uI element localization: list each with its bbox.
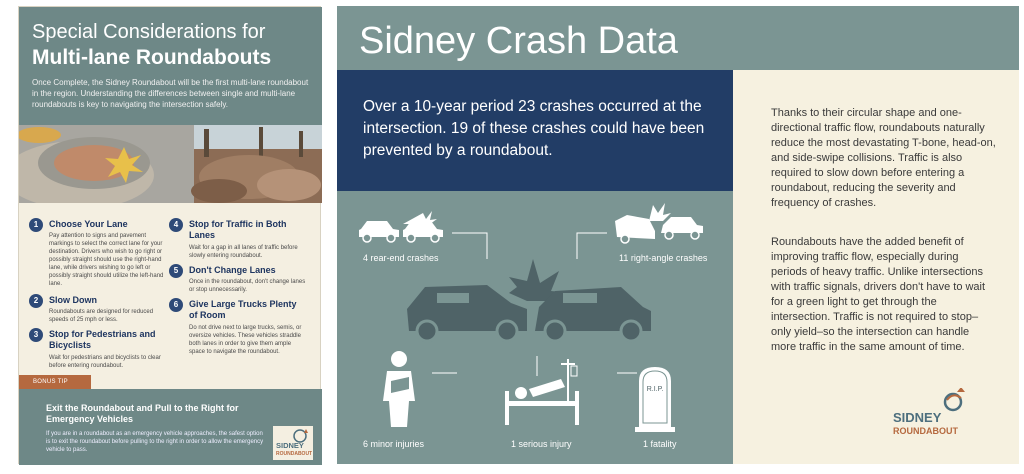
tip-title: Slow Down: [49, 295, 97, 305]
sidney-roundabout-logo: [891, 388, 981, 438]
explanation-paragraph-1: Thanks to their circular shape and one-directional traffic flow, roundabouts naturally reduce the most devastating T-bone, head-on, and side-swipe collisions. Traffic is also required to slow down before entering a roundabout, reducing the severity and frequency of crashes.: [771, 107, 996, 209]
logo-word-roundabout: ROUNDABOUT: [276, 451, 313, 457]
tip-desc: Once in the roundabout, don't change lanes or stop unnecessarily.: [189, 279, 306, 293]
tip-large-trucks: [169, 298, 301, 368]
injured-person-icon: [383, 351, 415, 427]
tip-desc: Wait for a gap in all lanes of traffic before slowly entering roundabout.: [189, 245, 298, 259]
logo-word-sidney: SIDNEY: [893, 410, 942, 425]
roundabout-tips-panel: [18, 6, 321, 464]
tombstone-icon: [635, 367, 675, 432]
tip-dont-change-lanes: [169, 264, 306, 294]
crash-illustration: [337, 191, 733, 464]
tips-title: [32, 20, 312, 70]
bonus-tip-desc: If you are in a roundabout as an emergency vehicle approaches, the safest option is to exit the roundabout before pulling to the right in order to allow the emergency vehicle to pass.: [46, 431, 264, 453]
fatality-caption: 1 fatality: [643, 439, 677, 449]
tip-choose-lane: [29, 218, 164, 288]
crash-data-panel: [337, 6, 1019, 464]
tip-desc: Do not drive next to large trucks, semis, or oversize vehicles. These vehicles straddle both lanes in order to give them ample space to navigate the roundabout.: [189, 325, 302, 355]
bonus-tip-label: BONUS TIP: [19, 375, 91, 389]
logo-word-roundabout: ROUNDABOUT: [893, 426, 958, 436]
tip-title: Give Large Trucks Plenty of Room: [189, 299, 297, 320]
tip-title: Stop for Pedestrians and Bicyclists: [49, 329, 156, 350]
bonus-tip-box: [19, 389, 322, 465]
tip-number: 3: [29, 328, 43, 342]
tip-number: 4: [169, 218, 183, 232]
head-on-collision-icon: [407, 259, 651, 341]
rear-end-cars-icon: [359, 211, 443, 242]
tip-title: Stop for Traffic in Both Lanes: [189, 219, 287, 240]
tip-slow-down: [29, 294, 161, 328]
tips-title-line1: Special Considerations for: [32, 21, 266, 43]
tips-title-line2: Multi-lane Roundabouts: [32, 46, 272, 69]
roundabout-photo: [19, 125, 322, 203]
tip-desc: Roundabouts are designed for reduced speeds of 25 mph or less.: [49, 309, 154, 323]
tip-desc: Pay attention to signs and pavement markings to select the correct lane for your destination. Drivers who wish to go right or possibly straight should use the right-hand lane, while drivers wishing to go left or possibly straight should utilize the left-hand lane.: [49, 233, 164, 287]
rear-end-caption: 4 rear-end crashes: [363, 253, 439, 263]
logo-word-sidney: SIDNEY: [276, 441, 304, 450]
tip-number: 1: [29, 218, 43, 232]
sidney-roundabout-logo-small: [273, 426, 313, 460]
tip-number: 6: [169, 298, 183, 312]
rip-text: R.I.P.: [646, 386, 664, 393]
tip-number: 2: [29, 294, 43, 308]
crash-infographic: [337, 191, 733, 464]
hospital-bed-icon: [505, 359, 579, 425]
tip-pedestrians: [29, 328, 161, 376]
explanation-paragraph-2: Roundabouts have the added benefit of improving traffic flow, especially during periods of heavy traffic. Unlike intersections with traffic signals, drivers don't have to wait for a green light to get through the intersection. Traffic is not required to stop–only yield–so the intersection can handle more traffic in the same amount of time.: [771, 236, 986, 353]
crash-explanation: [733, 70, 1019, 464]
crash-headline-box: [337, 70, 733, 191]
tip-desc: Wait for pedestrians and bicyclists to clear before entering roundabout.: [49, 355, 161, 369]
right-angle-caption: 11 right-angle crashes: [619, 253, 708, 263]
tips-intro: Once Complete, the Sidney Roundabout will be the first multi-lane roundabout in the region. Understanding the differences between single and multi-lane roundabouts is key to navigating the intersection safely.: [32, 78, 309, 109]
tips-header: [19, 7, 322, 125]
tip-stop-traffic: [169, 218, 301, 266]
tip-number: 5: [169, 264, 183, 278]
tip-title: Choose Your Lane: [49, 219, 128, 229]
crash-headline: Over a 10-year period 23 crashes occurred at the intersection. 19 of these crashes could have been prevented by a roundabout.: [363, 98, 705, 159]
crash-data-title: Sidney Crash Data: [359, 20, 678, 62]
tip-title: Don't Change Lanes: [189, 265, 276, 275]
bonus-tip-title: Exit the Roundabout and Pull to the Right for Emergency Vehicles: [46, 403, 239, 424]
right-angle-cars-icon: [615, 203, 703, 243]
tips-list: [19, 212, 322, 382]
serious-injury-caption: 1 serious injury: [511, 439, 572, 449]
minor-injuries-caption: 6 minor injuries: [363, 439, 425, 449]
